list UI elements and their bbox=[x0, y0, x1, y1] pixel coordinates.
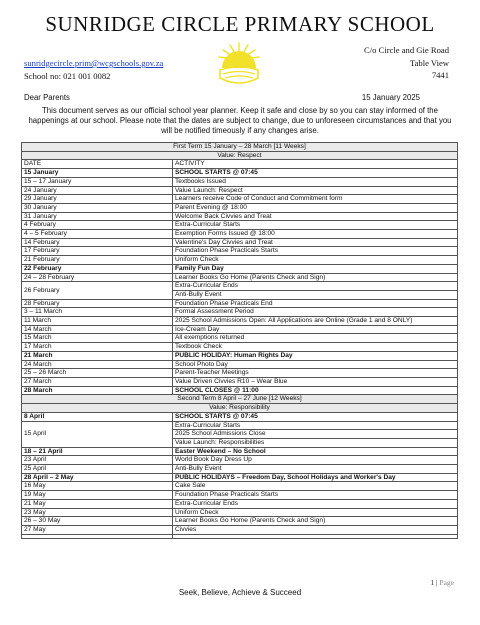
address-line: Table View bbox=[409, 57, 449, 68]
event-date: 26 – 30 May bbox=[22, 517, 173, 526]
event-date: 4 February bbox=[22, 221, 173, 230]
table-row bbox=[22, 525, 458, 534]
intro-paragraph: This document serves as our official school year planner. Keep it safe and close by so you can stay informed of the happenings at our school. Please note that the dates are subject to change, due to unforeseen circumstances and that you will be notified timeously if any changes arise. bbox=[28, 106, 452, 135]
event-activity: World Book Day Dress Up bbox=[173, 456, 458, 465]
event-activity: Foundation Phase Practicals Starts bbox=[173, 247, 458, 256]
date-column-header: DATE bbox=[22, 160, 173, 169]
event-date: 29 January bbox=[22, 195, 173, 204]
table-row bbox=[22, 360, 458, 369]
sunrise-logo-icon bbox=[214, 38, 264, 90]
event-date: 21 February bbox=[22, 256, 173, 265]
event-activity: Extra-Curricular Starts bbox=[173, 221, 458, 230]
event-activity: Textbook Check bbox=[173, 343, 458, 352]
event-date: 17 March bbox=[22, 343, 173, 352]
term-banner: Value: Respect bbox=[22, 151, 458, 160]
table-row bbox=[22, 203, 458, 212]
event-activity: Parent-Teacher Meetings bbox=[173, 369, 458, 378]
event-date: 23 May bbox=[22, 508, 173, 517]
event-date: 24 – 28 February bbox=[22, 273, 173, 282]
event-activity: PUBLIC HOLIDAY: Human Rights Day bbox=[173, 351, 458, 360]
event-activity: Uniform Check bbox=[173, 508, 458, 517]
event-date: 15 April bbox=[22, 421, 173, 447]
table-row bbox=[22, 517, 458, 526]
event-date: 30 January bbox=[22, 203, 173, 212]
event-activity: Learner Books Go Home (Parents Check and Sign) bbox=[173, 517, 458, 526]
event-activity: Extra-Curricular Ends bbox=[173, 282, 458, 291]
event-activity: Welcome Back Civvies and Treat bbox=[173, 212, 458, 221]
table-row bbox=[22, 421, 458, 430]
table-row bbox=[22, 247, 458, 256]
event-activity: Foundation Phase Practicals End bbox=[173, 299, 458, 308]
event-activity: Cake Sale bbox=[173, 482, 458, 491]
table-row bbox=[22, 177, 458, 186]
table-row bbox=[22, 169, 458, 178]
table-row bbox=[22, 377, 458, 386]
address-line: C/o Circle and Gie Road bbox=[364, 45, 449, 55]
table-header-row bbox=[22, 160, 458, 169]
event-date: 17 February bbox=[22, 247, 173, 256]
event-activity: All exemptions returned bbox=[173, 334, 458, 343]
event-activity: Parent Evening @ 18:00 bbox=[173, 203, 458, 212]
table-row bbox=[22, 491, 458, 500]
school-email-link[interactable]: sunridgecircle.prim@wcgschools.gov.za bbox=[24, 58, 164, 68]
event-activity: Civvies bbox=[173, 525, 458, 534]
table-row bbox=[22, 230, 458, 239]
event-activity: Easter Weekend – No School bbox=[173, 447, 458, 456]
table-row bbox=[22, 212, 458, 221]
event-date: 31 January bbox=[22, 212, 173, 221]
page-label: Page bbox=[439, 578, 454, 587]
table-row bbox=[22, 238, 458, 247]
event-date: 28 February bbox=[22, 299, 173, 308]
activity-column-header: ACTIVITY bbox=[173, 160, 458, 169]
table-row bbox=[22, 299, 458, 308]
term-banner-row bbox=[22, 143, 458, 152]
event-date: 28 March bbox=[22, 386, 173, 395]
event-activity: Formal Assessment Period bbox=[173, 308, 458, 317]
event-activity: SCHOOL CLOSES @ 11:00 bbox=[173, 386, 458, 395]
table-row bbox=[22, 412, 458, 421]
event-activity: Uniform Check bbox=[173, 256, 458, 265]
term-banner: Second Term 8 April – 27 June [12 Weeks] bbox=[22, 395, 458, 404]
event-date: 14 February bbox=[22, 238, 173, 247]
table-row bbox=[22, 351, 458, 360]
event-activity: 2025 School Admissions Close bbox=[173, 430, 458, 439]
event-activity: Anti-Bully Event bbox=[173, 465, 458, 474]
event-date: 24 March bbox=[22, 360, 173, 369]
event-date: 25 April bbox=[22, 465, 173, 474]
event-activity: Extra-Curricular Ends bbox=[173, 499, 458, 508]
table-row bbox=[22, 282, 458, 291]
table-row bbox=[22, 325, 458, 334]
event-date: 19 May bbox=[22, 491, 173, 500]
event-date: 23 April bbox=[22, 456, 173, 465]
table-row bbox=[22, 482, 458, 491]
page-number-value: 1 bbox=[430, 578, 435, 587]
table-row bbox=[22, 334, 458, 343]
event-date: 8 April bbox=[22, 412, 173, 421]
event-activity: Textbooks Issued bbox=[173, 177, 458, 186]
event-date: 14 March bbox=[22, 325, 173, 334]
table-row bbox=[22, 186, 458, 195]
table-row bbox=[22, 386, 458, 395]
event-activity: Value Launch: Respect bbox=[173, 186, 458, 195]
event-date: 26 February bbox=[22, 282, 173, 299]
event-activity: Foundation Phase Practicals Starts bbox=[173, 491, 458, 500]
page-number bbox=[430, 578, 454, 587]
blank-cell bbox=[173, 534, 458, 538]
table-row bbox=[22, 369, 458, 378]
address-line: 7441 bbox=[431, 70, 449, 81]
table-row bbox=[22, 465, 458, 474]
event-date: 16 May bbox=[22, 482, 173, 491]
blank-cell bbox=[22, 534, 173, 538]
letter-date: 15 January 2025 bbox=[361, 93, 420, 102]
table-row bbox=[22, 473, 458, 482]
event-activity: Anti-Bully Event bbox=[173, 290, 458, 299]
event-date: 3 – 11 March bbox=[22, 308, 173, 317]
table-row bbox=[22, 256, 458, 265]
event-date: 18 – 21 April bbox=[22, 447, 173, 456]
event-date: 11 March bbox=[22, 317, 173, 326]
event-date: 27 May bbox=[22, 525, 173, 534]
event-date: 15 March bbox=[22, 334, 173, 343]
table-row bbox=[22, 499, 458, 508]
event-date: 15 January bbox=[22, 169, 173, 178]
event-activity: Valentine's Day Civvies and Treat bbox=[173, 238, 458, 247]
term-banner-row bbox=[22, 404, 458, 413]
table-row bbox=[22, 447, 458, 456]
page-separator: | bbox=[436, 578, 438, 587]
event-date: 21 May bbox=[22, 499, 173, 508]
table-row bbox=[22, 221, 458, 230]
school-name: SUNRIDGE CIRCLE PRIMARY SCHOOL bbox=[45, 12, 435, 36]
event-date: 22 February bbox=[22, 264, 173, 273]
event-activity: SCHOOL STARTS @ 07:45 bbox=[173, 412, 458, 421]
event-activity: SCHOOL STARTS @ 07:45 bbox=[173, 169, 458, 178]
table-row bbox=[22, 195, 458, 204]
event-activity: Value Driven Civvies R10 – Wear Blue bbox=[173, 377, 458, 386]
table-row bbox=[22, 308, 458, 317]
blank-row bbox=[22, 534, 458, 538]
event-activity: Learners receive Code of Conduct and Commitment form bbox=[173, 195, 458, 204]
event-activity: Ice-Cream Day bbox=[173, 325, 458, 334]
event-activity: Family Fun Day bbox=[173, 264, 458, 273]
school-address bbox=[364, 44, 449, 82]
term-banner-row bbox=[22, 151, 458, 160]
term-banner: Value: Responsibility bbox=[22, 404, 458, 413]
event-activity: PUBLIC HOLIDAYS – Freedom Day, School Holidays and Worker's Day bbox=[173, 473, 458, 482]
event-date: 4 – 5 February bbox=[22, 230, 173, 239]
term-banner: First Term 15 January – 28 March [11 Weeks] bbox=[22, 143, 458, 152]
school-motto: Seek, Believe, Achieve & Succeed bbox=[178, 588, 302, 597]
event-date: 27 March bbox=[22, 377, 173, 386]
event-activity: 2025 School Admissions Open: All Applications are Online (Grade 1 and 8 ONLY) bbox=[173, 317, 458, 326]
year-planner-table bbox=[21, 142, 458, 539]
event-activity: Extra-Curricular Starts bbox=[173, 421, 458, 430]
table-row bbox=[22, 273, 458, 282]
term-banner-row bbox=[22, 395, 458, 404]
event-date: 15 – 17 January bbox=[22, 177, 173, 186]
salutation: Dear Parents bbox=[24, 93, 70, 102]
table-row bbox=[22, 317, 458, 326]
event-date: 28 April – 2 May bbox=[22, 473, 173, 482]
table-row bbox=[22, 456, 458, 465]
event-date: 25 – 26 March bbox=[22, 369, 173, 378]
event-activity: Learner Books Go Home (Parents Check and Sign) bbox=[173, 273, 458, 282]
table-row bbox=[22, 508, 458, 517]
school-number: School no: 021 001 0082 bbox=[24, 71, 111, 81]
event-activity: Value Launch: Responsibilities bbox=[173, 438, 458, 447]
table-row bbox=[22, 343, 458, 352]
event-date: 21 March bbox=[22, 351, 173, 360]
event-activity: Exemption Forms Issued @ 18:00 bbox=[173, 230, 458, 239]
event-date: 24 January bbox=[22, 186, 173, 195]
table-row bbox=[22, 264, 458, 273]
event-activity: School Photo Day bbox=[173, 360, 458, 369]
